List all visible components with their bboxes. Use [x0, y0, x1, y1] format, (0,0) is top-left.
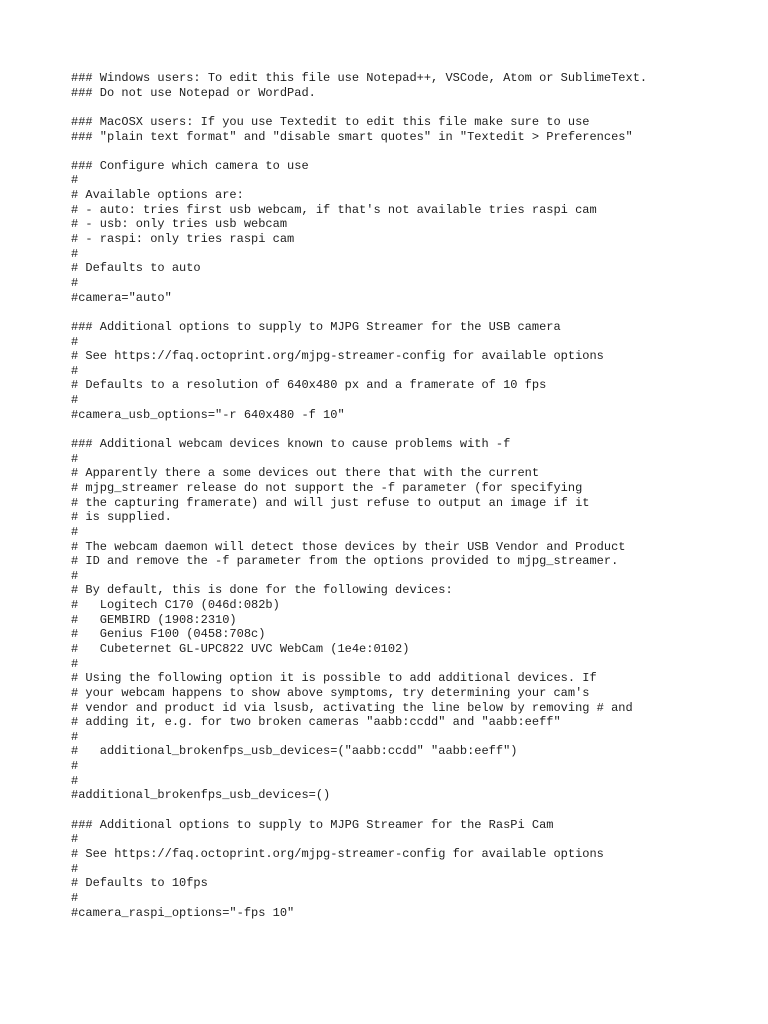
text-line: # Logitech C170 (046d:082b) — [71, 598, 280, 613]
text-line: # adding it, e.g. for two broken cameras "aabb:ccdd" and "aabb:eeff" — [71, 715, 561, 730]
text-line: ### "plain text format" and "disable smart quotes" in "Textedit > Preferences" — [71, 129, 633, 144]
text-line: # — [71, 890, 79, 905]
text-line: # additional_brokenfps_usb_devices=("aabb:ccdd" "aabb:eeff") — [71, 744, 518, 759]
text-line: # See https://faq.octoprint.org/mjpg-streamer-config for available options — [71, 349, 604, 364]
text-line: ### Do not use Notepad or WordPad. — [71, 85, 316, 100]
text-line: # GEMBIRD (1908:2310) — [71, 612, 237, 627]
text-line: # Genius F100 (0458:708c) — [71, 627, 266, 642]
text-line: # - auto: tries first usb webcam, if that's not available tries raspi cam — [71, 202, 597, 217]
text-line: # Cubeternet GL-UPC822 UVC WebCam (1e4e:0102) — [71, 641, 410, 656]
text-line: ### Configure which camera to use — [71, 158, 309, 173]
text-line: # See https://faq.octoprint.org/mjpg-streamer-config for available options — [71, 846, 604, 861]
text-line: # your webcam happens to show above symptoms, try determining your cam's — [71, 685, 590, 700]
text-line: # - usb: only tries usb webcam — [71, 217, 288, 232]
text-line: # By default, this is done for the following devices: — [71, 583, 453, 598]
text-line — [71, 803, 647, 818]
text-line: # vendor and product id via lsusb, activating the line below by removing # and — [71, 700, 633, 715]
text-line: # Available options are: — [71, 188, 244, 203]
text-line: #camera_raspi_options="-fps 10" — [71, 905, 295, 920]
text-line: # — [71, 246, 79, 261]
text-line — [71, 422, 647, 437]
text-line: # — [71, 759, 79, 774]
text-line: # ID and remove the -f parameter from the options provided to mjpg_streamer. — [71, 554, 619, 569]
config-file-text — [71, 71, 647, 920]
text-line: # mjpg_streamer release do not support the -f parameter (for specifying — [71, 480, 583, 495]
text-line: # — [71, 729, 79, 744]
text-line: # Defaults to auto — [71, 261, 201, 276]
text-line: # — [71, 275, 79, 290]
text-line: #camera_usb_options="-r 640x480 -f 10" — [71, 407, 345, 422]
text-line: # — [71, 656, 79, 671]
text-line: # — [71, 451, 79, 466]
text-line: # - raspi: only tries raspi cam — [71, 232, 295, 247]
text-line: # — [71, 861, 79, 876]
text-line — [71, 144, 647, 159]
text-line: # — [71, 334, 79, 349]
text-line: # — [71, 832, 79, 847]
text-line: # Using the following option it is possible to add additional devices. If — [71, 671, 597, 686]
text-line: # is supplied. — [71, 510, 172, 525]
text-line: # Apparently there a some devices out there that with the current — [71, 466, 540, 481]
text-line: #additional_brokenfps_usb_devices=() — [71, 788, 331, 803]
text-line — [71, 100, 647, 115]
text-line: # — [71, 524, 79, 539]
text-line: # The webcam daemon will detect those devices by their USB Vendor and Product — [71, 539, 626, 554]
text-line: # the capturing framerate) and will just refuse to output an image if it — [71, 495, 590, 510]
text-line: # — [71, 773, 79, 788]
text-line: ### Additional options to supply to MJPG Streamer for the USB camera — [71, 319, 561, 334]
text-line: # — [71, 393, 79, 408]
text-line — [71, 305, 647, 320]
text-line: ### MacOSX users: If you use Textedit to edit this file make sure to use — [71, 114, 590, 129]
text-line: ### Additional options to supply to MJPG Streamer for the RasPi Cam — [71, 817, 554, 832]
text-line: # Defaults to 10fps — [71, 876, 208, 891]
text-line: # Defaults to a resolution of 640x480 px and a framerate of 10 fps — [71, 378, 547, 393]
text-line: #camera="auto" — [71, 290, 172, 305]
text-line: # — [71, 568, 79, 583]
text-line: ### Windows users: To edit this file use Notepad++, VSCode, Atom or SublimeText. — [71, 71, 648, 85]
text-line: ### Additional webcam devices known to cause problems with -f — [71, 437, 511, 452]
text-line: # — [71, 173, 79, 188]
text-line: # — [71, 363, 79, 378]
